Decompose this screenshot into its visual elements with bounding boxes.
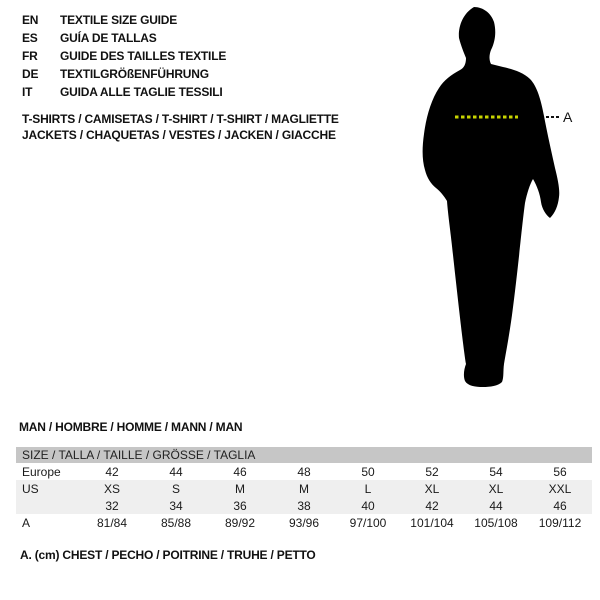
row-label-europe: Europe xyxy=(22,464,61,479)
language-list xyxy=(22,11,226,101)
size-cell: 101/104 xyxy=(410,515,454,530)
size-cell: 40 xyxy=(361,498,375,513)
size-cell: 36 xyxy=(233,498,247,513)
row-label-a: A xyxy=(22,515,31,530)
size-cell: 85/88 xyxy=(160,515,192,530)
table-row-us-letters xyxy=(16,480,592,497)
size-cell: 54 xyxy=(489,464,503,479)
row-label-blank xyxy=(16,497,80,514)
language-row-es xyxy=(22,29,226,47)
row-label-us: US xyxy=(22,481,39,496)
size-cell: 48 xyxy=(297,464,311,479)
size-cell: L xyxy=(364,481,372,496)
size-cell: 56 xyxy=(553,464,567,479)
size-cell: 44 xyxy=(489,498,503,513)
size-cell: XXL xyxy=(548,481,572,496)
size-table-header-row xyxy=(16,447,592,463)
size-cell: 89/92 xyxy=(224,515,256,530)
measurement-footnote: A. (cm) CHEST / PECHO / POITRINE / TRUHE / PETTO xyxy=(20,548,316,562)
table-row-chest-a xyxy=(16,514,592,531)
size-cell: XS xyxy=(103,481,120,496)
gender-section-heading: MAN / HOMBRE / HOMME / MANN / MAN xyxy=(19,420,243,434)
language-label: TEXTILGRÖßENFÜHRUNG xyxy=(60,67,209,81)
size-cell: 81/84 xyxy=(96,515,128,530)
category-line-tshirts: T-SHIRTS / CAMISETAS / T-SHIRT / T-SHIRT / MAGLIETTE xyxy=(22,112,339,126)
language-label: TEXTILE SIZE GUIDE xyxy=(60,13,178,27)
language-code: ES xyxy=(22,31,38,45)
language-code: DE xyxy=(22,67,39,81)
category-line-jackets: JACKETS / CHAQUETAS / VESTES / JACKEN / GIACCHE xyxy=(22,128,336,142)
size-cell: 93/96 xyxy=(288,515,320,530)
table-row-us-numbers xyxy=(16,497,592,514)
size-cell: 52 xyxy=(425,464,439,479)
size-cell: 105/108 xyxy=(474,515,518,530)
language-label: GUIDA ALLE TAGLIE TESSILI xyxy=(60,85,223,99)
size-cell: 42 xyxy=(425,498,439,513)
language-code: IT xyxy=(22,85,33,99)
language-code: FR xyxy=(22,49,38,63)
size-cell: 109/112 xyxy=(538,515,582,530)
size-cell: M xyxy=(299,481,309,496)
language-code: EN xyxy=(22,13,39,27)
size-cell: 34 xyxy=(169,498,183,513)
size-cell: S xyxy=(171,481,180,496)
size-cell: XL xyxy=(488,481,504,496)
size-cell: 38 xyxy=(297,498,311,513)
size-table xyxy=(16,447,592,531)
size-table-header: SIZE / TALLA / TAILLE / GRÖSSE / TAGLIA xyxy=(22,448,256,462)
measurement-a-label: A xyxy=(563,109,573,125)
language-row-de xyxy=(22,65,226,83)
man-silhouette-figure xyxy=(390,0,600,400)
size-cell: 46 xyxy=(233,464,247,479)
language-row-en xyxy=(22,11,226,29)
size-cell: 97/100 xyxy=(349,515,387,530)
size-cell: M xyxy=(235,481,245,496)
table-row-europe xyxy=(16,463,592,480)
size-cell: 32 xyxy=(105,498,119,513)
size-cell: 42 xyxy=(105,464,119,479)
man-silhouette-shape xyxy=(423,7,560,387)
size-cell: 46 xyxy=(553,498,567,513)
category-lines xyxy=(22,111,339,143)
size-cell: 44 xyxy=(169,464,183,479)
language-label: GUIDE DES TAILLES TEXTILE xyxy=(60,49,227,63)
size-cell: 50 xyxy=(361,464,375,479)
man-silhouette-svg xyxy=(390,0,600,400)
language-row-it xyxy=(22,83,226,101)
language-label: GUÍA DE TALLAS xyxy=(60,31,157,45)
language-row-fr xyxy=(22,47,226,65)
size-cell: XL xyxy=(424,481,440,496)
